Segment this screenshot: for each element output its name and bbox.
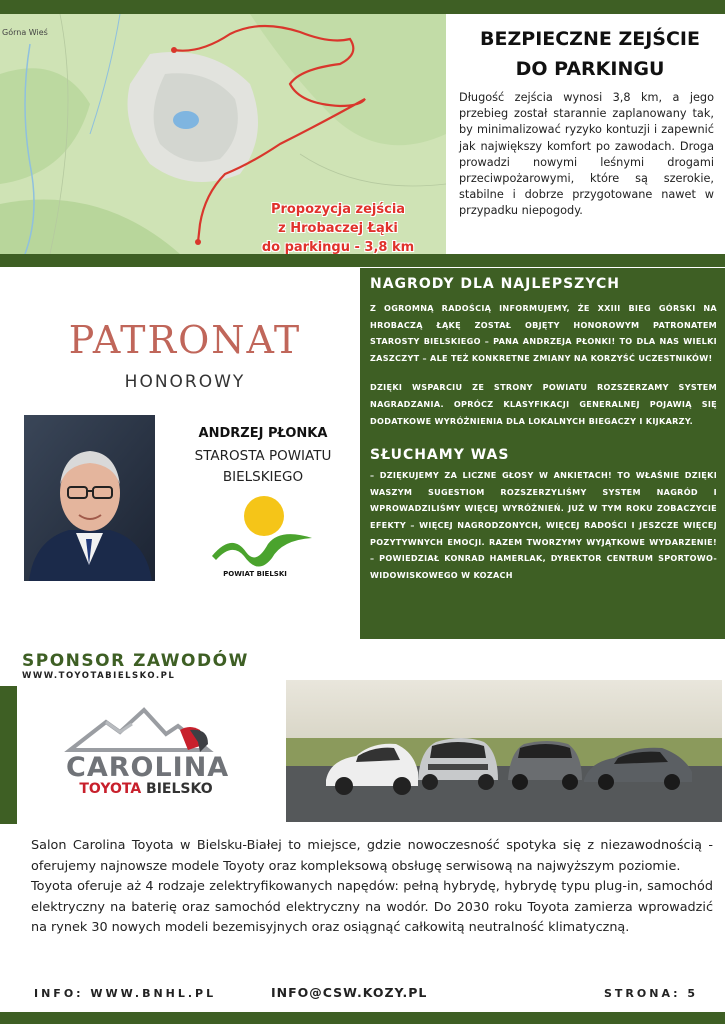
descent-title <box>460 24 720 84</box>
bottom-bar <box>0 1012 725 1024</box>
toyota-word: TOYOTA <box>79 781 142 797</box>
footer-info-link[interactable]: INFO: WWW.BNHL.PL <box>34 987 217 1000</box>
map-village-label: Górna Wieś <box>2 28 48 37</box>
listening-heading: SŁUCHAMY WAS <box>370 447 510 464</box>
bielsko-word: BIELSKO <box>146 781 213 797</box>
powiat-bielski-label: POWIAT BIELSKI <box>223 570 287 578</box>
patron-role <box>178 446 348 488</box>
patronat-subtitle: HONOROWY <box>124 372 246 392</box>
sponsor-paragraph: Salon Carolina Toyota w Bielsku-Białej to miejsce, gdzie nowoczesność spotyka się z niezawodnością - oferujemy najnowsze modele Toyoty oraz kompleksową obsługę serwisową na najwyższym poziomie. <box>31 838 713 874</box>
top-bar <box>0 0 725 14</box>
descent-title-line: BEZPIECZNE ZEJŚCIE <box>480 28 700 50</box>
awards-paragraph: Z OGROMNĄ RADOŚCIĄ INFORMUJEMY, ŻE XXIII BIEG GÓRSKI NA HROBACZĄ ŁĄKĘ ZOSTAŁ OBJĘTY HONOROWYM PATRONATEM STAROSTY BIELSKIEGO – PANA ANDRZEJA PŁONKI! TO DLA NAS WIELKI ZASZCZYT – ALE TEŻ KONKRETNE ZMIANY NA KORZYŚĆ UCZESTNIKÓW! <box>370 303 717 363</box>
route-map <box>0 14 446 254</box>
sponsor-heading: SPONSOR ZAWODÓW <box>22 651 249 671</box>
footer-email-link[interactable]: INFO@CSW.KOZY.PL <box>271 985 428 1000</box>
map-caption <box>238 200 438 254</box>
sponsor-paragraph: Toyota oferuje aż 4 rodzaje zelektryfikowanych napędów: pełną hybrydę, hybrydę typu plug-in, samochód elektryczny na baterię oraz samochód elektryczny na wodór. Do 2030 roku Toyota zamierza wprowadzić na rynek 30 nowych modeli bezemisyjnych oraz osiągnąć całkowitą neutralność klimatyczną. <box>31 879 713 936</box>
patron-role-line: STAROSTA POWIATU <box>194 448 332 464</box>
descent-text: Długość zejścia wynosi 3,8 km, a jego przebieg został starannie zaplanowany tak, by minimalizować ryzyko kontuzji i zapewnić jak największy komfort po zawodach. Droga prowadzi nowymi leśnymi drogami przeciwpożarowymi, które są szerokie, stabilne i dobrze przygotowane nawet w przypadku niepogody. <box>459 91 714 218</box>
patron-name: ANDRZEJ PŁONKA <box>198 426 328 441</box>
map-caption-line: Propozycja zejścia <box>270 202 406 217</box>
awards-paragraph: DZIĘKI WSPARCIU ZE STRONY POWIATU ROZSZERZAMY SYSTEM NAGRADZANIA. OPRÓCZ KLASYFIKACJI GENERALNEJ POJAWIĄ SIĘ DODATKOWE WYRÓŻNIENIA DLA LOKALNYCH BIEGACZY I KIJKARZY. <box>370 382 717 426</box>
patron-role-line: BIELSKIEGO <box>222 469 304 485</box>
awards-panel <box>360 268 725 639</box>
listening-paragraph: – DZIĘKUJEMY ZA LICZNE GŁOSY W ANKIETACH! TO WŁAŚNIE DZIĘKI WASZYM SUGESTIOM ROZSZERZYLIŚMY SYSTEM NAGRÓD I WPROWADZILIŚMY WIĘCEJ WYRÓŻNIEŃ. JUŻ W TYM ROKU ZOBACZYCIE EFEKTY – WIĘCEJ NAGRODZONYCH, WIĘCEJ RADOŚCI I JESZCZE WIĘCEJ POZYTYWNYCH EMOCJI. RAZEM TWORZYMY WYJĄTKOWE WYDARZENIE! – POWIEDZIAŁ KONRAD HAMERLAK, DYREKTOR CENTRUM SPORTOWO-WIDOWISKOWEGO W KOZACH <box>370 470 717 580</box>
patronat-title: PATRONAT <box>68 318 302 362</box>
map-caption-line: z Hrobaczej Łąki <box>278 221 398 236</box>
sponsor-side-bar <box>0 686 17 824</box>
portrait-photo <box>24 415 155 581</box>
carolina-wordmark: CAROLINA <box>66 752 230 783</box>
footer-page-number: STRONA: 5 <box>604 987 699 1000</box>
toyota-cars-photo <box>286 680 722 822</box>
descent-title-line: DO PARKINGU <box>515 58 665 80</box>
section-divider <box>0 254 725 267</box>
sponsor-url[interactable]: WWW.TOYOTABIELSKO.PL <box>22 671 176 681</box>
map-caption-line: do parkingu - 3,8 km <box>261 240 415 254</box>
awards-heading: NAGRODY DLA NAJLEPSZYCH <box>370 276 620 292</box>
sponsor-description <box>31 836 713 939</box>
carolina-subtitle <box>66 781 226 797</box>
